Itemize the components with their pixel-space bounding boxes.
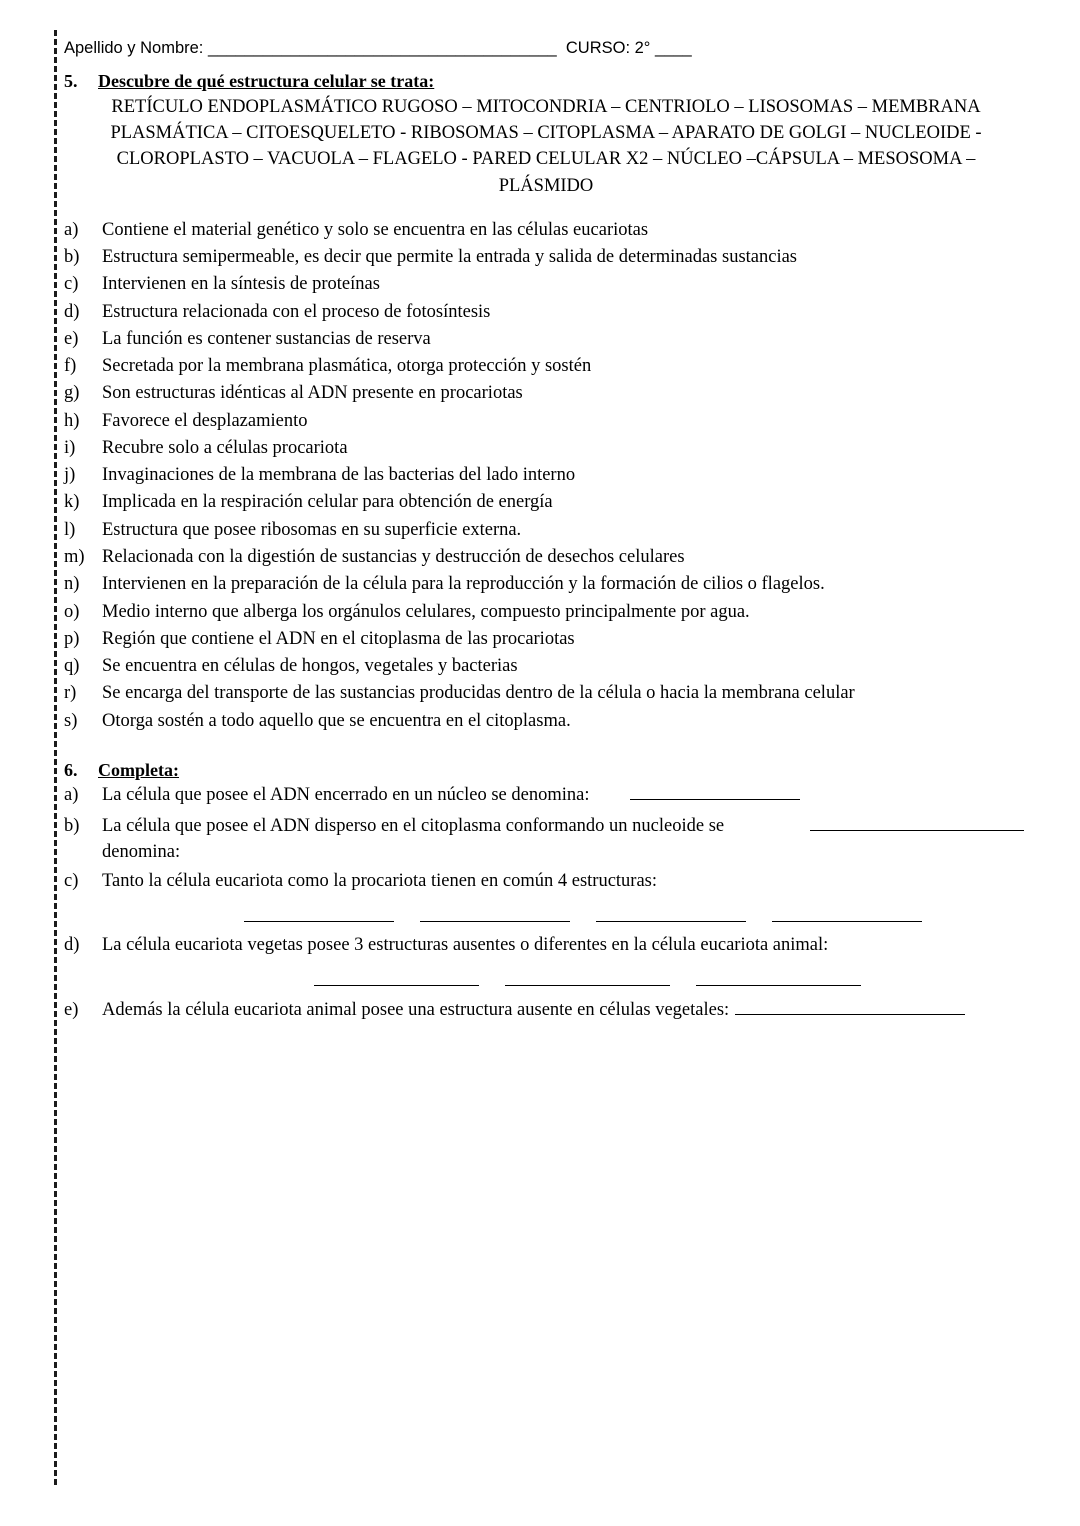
item-label: a): [64, 785, 79, 806]
section-6-number: 6.: [64, 759, 78, 780]
list-item: [64, 517, 1024, 543]
fill-item-c: [64, 868, 1024, 895]
section-6: [64, 760, 1024, 1024]
section-5: [64, 71, 1024, 734]
item-label: b): [64, 815, 80, 836]
section-5-heading: [64, 71, 1024, 92]
item-label: r): [64, 683, 77, 704]
list-item: [64, 299, 1024, 325]
item-label: k): [64, 492, 80, 513]
item-text: Medio interno que alberga los orgánulos celulares, compuesto principalmente por agua.: [102, 601, 750, 622]
answer-blank[interactable]: [505, 969, 670, 986]
item-text: Región que contiene el ADN en el citoplasma de las procariotas: [102, 628, 575, 649]
item-label: c): [64, 274, 79, 295]
section-5-number: 5.: [64, 70, 78, 91]
item-label: p): [64, 628, 80, 649]
answer-blank[interactable]: [596, 905, 746, 922]
fill-item-d: [64, 932, 1024, 959]
list-item: [64, 599, 1024, 625]
section-6-heading: [64, 760, 1024, 781]
item-text: Intervienen en la síntesis de proteínas: [102, 274, 380, 295]
answer-blank[interactable]: [630, 781, 800, 801]
item-label: d): [64, 935, 80, 956]
item-label: b): [64, 247, 80, 268]
list-item: [64, 544, 1024, 570]
list-item: [64, 626, 1024, 652]
section-5-title: Descubre de qué estructura celular se trata:: [98, 70, 435, 91]
section-6-title: Completa:: [98, 759, 179, 780]
item-label: c): [64, 871, 79, 892]
list-item: [64, 244, 1024, 270]
item-text: Estructura semipermeable, es decir que permite la entrada y salida de determinadas sustancias: [102, 247, 798, 268]
item-text: La célula eucariota vegetas posee 3 estructuras ausentes o diferentes en la célula eucariota animal:: [102, 935, 829, 956]
margin-dashed-line: [54, 30, 57, 1485]
item-label: j): [64, 465, 76, 486]
item-text: Invaginaciones de la membrana de las bacterias del lado interno: [102, 465, 576, 486]
answer-blank[interactable]: [420, 905, 570, 922]
item-label: m): [64, 547, 85, 567]
list-item: [64, 435, 1024, 461]
fill-item-b: [64, 811, 1024, 866]
list-item: [64, 271, 1024, 297]
item-text: Son estructuras idénticas al ADN presente en procariotas: [102, 383, 523, 404]
student-name-field-line: Apellido y Nombre: ______________________________________ CURSO: 2° ____: [64, 39, 692, 57]
item-label: e): [64, 1000, 79, 1021]
item-text: Contiene el material genético y solo se encuentra en las células eucariotas: [102, 219, 649, 240]
answer-blank[interactable]: [314, 969, 479, 986]
section-5-item-list: [64, 217, 1024, 734]
item-text: Se encarga del transporte de las sustancias producidas dentro de la célula o hacia la membrana celular: [102, 683, 855, 704]
answer-blank[interactable]: [244, 905, 394, 922]
list-item: [64, 380, 1024, 406]
list-item: [64, 708, 1024, 734]
item-text: Secretada por la membrana plasmática, otorga protección y sostén: [102, 356, 592, 377]
list-item: [64, 217, 1024, 243]
item-text: Además la célula eucariota animal posee una estructura ausente en células vegetales:: [102, 1000, 730, 1021]
item-text: La célula que posee el ADN encerrado en un núcleo se denomina:: [102, 785, 590, 806]
fill-item-a: [64, 781, 1024, 809]
item-text: Tanto la célula eucariota como la procariota tienen en común 4 estructuras:: [102, 871, 658, 892]
item-text: Otorga sostén a todo aquello que se encuentra en el citoplasma.: [102, 710, 571, 731]
item-label: e): [64, 328, 79, 349]
item-label: n): [64, 574, 80, 595]
list-item: [64, 571, 1024, 597]
item-label: h): [64, 410, 80, 431]
answer-blanks-row-d: [314, 969, 1024, 986]
list-item: [64, 489, 1024, 515]
item-label: l): [64, 519, 76, 540]
item-label: o): [64, 601, 80, 622]
item-text: Favorece el desplazamiento: [102, 410, 308, 431]
answer-blank[interactable]: [810, 811, 1024, 831]
document-content: [64, 36, 1024, 1026]
answer-blank[interactable]: [735, 996, 965, 1016]
list-item: [64, 653, 1024, 679]
item-text: Estructura relacionada con el proceso de fotosíntesis: [102, 301, 491, 322]
answer-blank[interactable]: [772, 905, 922, 922]
item-text: Se encuentra en células de hongos, vegetales y bacterias: [102, 656, 518, 677]
fill-item-e: [64, 996, 1024, 1024]
item-text: Recubre solo a células procariota: [102, 437, 348, 458]
list-item: [64, 680, 1024, 706]
word-bank: RETÍCULO ENDOPLASMÁTICO RUGOSO – MITOCONDRIA – CENTRIOLO – LISOSOMAS – MEMBRANA PLASMÁTICA – CITOESQUELETO - RIBOSOMAS – CITOPLASMA – APARATO DE GOLGI – NUCLEOIDE - CLOROPLASTO – VACUOLA – FLAGELO - PARED CELULAR X2 – NÚCLEO –CÁPSULA – MESOSOMA – PLÁSMIDO: [110, 96, 982, 196]
item-label: a): [64, 219, 79, 240]
item-label: d): [64, 301, 80, 322]
item-text: La función es contener sustancias de reserva: [102, 328, 431, 349]
list-item: [64, 326, 1024, 352]
list-item: [64, 353, 1024, 379]
item-label: q): [64, 656, 80, 677]
item-text: Relacionada con la digestión de sustancias y destrucción de desechos celulares: [102, 547, 685, 567]
item-label: g): [64, 383, 80, 404]
list-item: [64, 462, 1024, 488]
item-text: Intervienen en la preparación de la célula para la reproducción y la formación de cilios o flagelos.: [102, 574, 825, 595]
item-label: f): [64, 356, 77, 377]
answer-blank[interactable]: [696, 969, 861, 986]
list-item: [64, 408, 1024, 434]
item-text: La célula que posee el ADN disperso en el citoplasma conformando un nucleoide se denomina:: [102, 815, 725, 863]
item-label: s): [64, 710, 78, 731]
answer-blanks-row-c: [244, 905, 1024, 922]
item-label: i): [64, 437, 76, 458]
item-text: Estructura que posee ribosomas en su superficie externa.: [102, 519, 522, 540]
item-text: Implicada en la respiración celular para obtención de energía: [102, 492, 553, 513]
